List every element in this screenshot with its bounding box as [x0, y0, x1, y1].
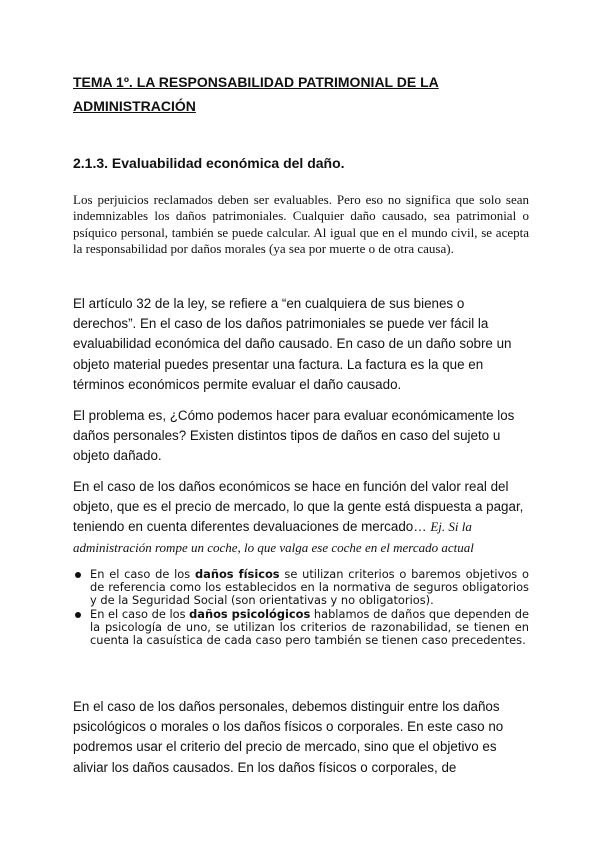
bullet-suffix: hablamos de daños que dependen de la psicología de uno, se utilizan los criterios de razonabilidad, se tienen en cuenta la casuística de cada caso pero también se tienen caso precedentes.: [90, 606, 529, 648]
section-heading: 2.1.3. Evaluabilidad económica del daño.: [73, 155, 345, 171]
paragraph-economic-damages: [73, 477, 529, 558]
bullet-icon: [75, 612, 81, 618]
bullet-bold-term: daños físicos: [195, 567, 280, 581]
paragraph-personal-damages-question: El problema es, ¿Cómo podemos hacer para evaluar económicamente los daños personales? Existen distintos tipos de daños en caso del sujeto u objeto dañado.: [73, 408, 515, 464]
intro-paragraph: Los perjuicios reclamados deben ser evaluables. Pero eso no significa que solo sean indemnizables los daños patrimoniales. Cualquier daño causado, sea patrimonial o psíquico personal, también se puede calcular. Al igual que en el mundo civil, se acepta la responsabilidad por daños morales (ya sea por muerte o de otra causa).: [73, 192, 529, 257]
bullet-bold-term: daños psicológicos: [189, 606, 311, 621]
economic-damages-example: Ej. Si la administración rompe un coche, lo que valga ese coche en el mercado actual: [73, 519, 474, 555]
paragraph-personal-damages: En el caso de los daños personales, debemos distinguir entre los daños psicológicos o morales o los daños físicos o corporales. En este caso no podremos usar el criterio del precio de mercado, sino que el objetivo es aliviar los daños causados. En los daños físicos o corporales, de: [73, 699, 504, 775]
bullet-prefix: En el caso de los: [90, 606, 186, 621]
paragraph-article-32: El artículo 32 de la ley, se refiere a “en cualquiera de sus bienes o derechos”. En el caso de los daños patrimoniales se puede ver fácil la evaluabilidad económica del daño causado. En caso de un daño sobre un objeto material puedes presentar una factura. La factura es la que en términos económicos permite evaluar el daño causado.: [73, 296, 512, 392]
document-title: TEMA 1º. LA RESPONSABILIDAD PATRIMONIAL DE LA ADMINISTRACIÓN: [73, 74, 439, 114]
list-item: [73, 608, 529, 648]
bullet-suffix: se utilizan criterios o baremos objetivos o de referencia como los establecidos en la normativa de seguros obligatorios y de la Seguridad Social (son orientativas y no obligatorios).: [90, 567, 529, 608]
list-item: [73, 568, 529, 608]
bullet-icon: [75, 572, 81, 578]
damage-types-list: [73, 568, 529, 647]
bullet-prefix: En el caso de los: [90, 567, 191, 581]
economic-damages-text: En el caso de los daños económicos se hace en función del valor real del objeto, que es el precio de mercado, lo que la gente está dispuesta a pagar, teniendo en cuenta diferentes devaluaciones de mercado…: [73, 479, 524, 535]
